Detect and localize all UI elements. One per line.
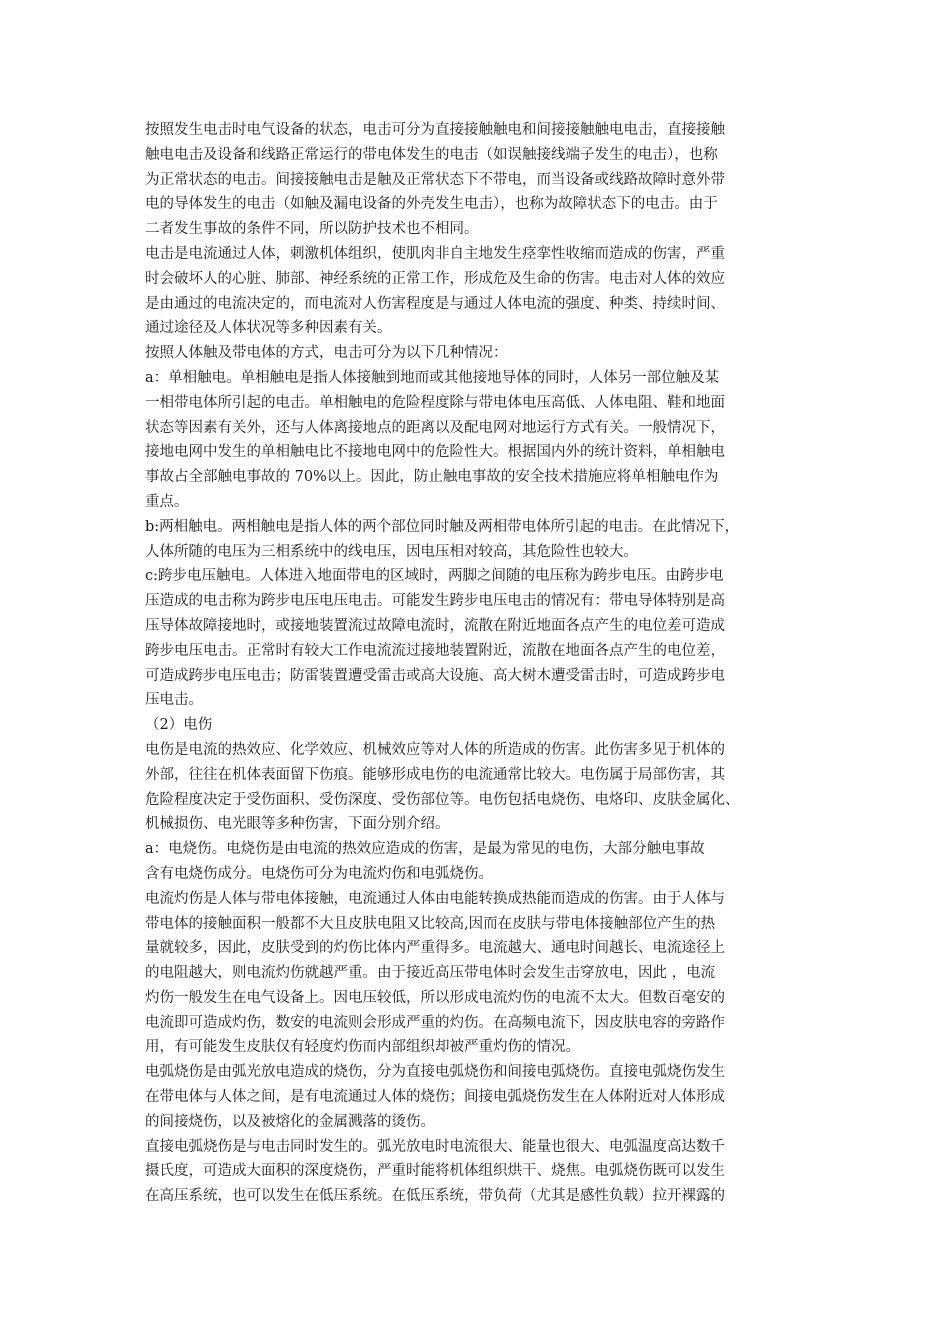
text-line: 灼伤一般发生在电气设备上。因电压较低，所以形成电流灼伤的电流不太大。但数百毫安的 bbox=[145, 989, 725, 1006]
text-line: c:跨步电压触电。人体进入地面带电的区域时，两脚之间随的电压称为跨步电压。由跨步电 bbox=[145, 568, 724, 585]
text-line: 外部，往往在机体表面留下伤痕。能够形成电伤的电流通常比较大。电伤属于局部伤害，其 bbox=[145, 766, 725, 783]
paragraph bbox=[145, 341, 812, 366]
text-line: 电弧烧伤是由弧光放电造成的烧伤，分为直接电弧烧伤和间接电弧烧伤。直接电弧烧伤发生 bbox=[145, 1064, 725, 1081]
text-line: 用，有可能发生皮肤仅有轻度灼伤而内部组织却被严重灼伤的情况。 bbox=[145, 1039, 580, 1056]
text-line: 通过途径及人体状况等多种因素有关。 bbox=[145, 320, 392, 337]
text-line: a：电烧伤。电烧伤是由电流的热效应造成的伤害，是最为常见的电伤，大部分触电事故 bbox=[145, 841, 705, 858]
text-line: 摄氏度，可造成大面积的深度烧伤，严重时能将机体组织烘干、烧焦。电弧烧伤既可以发生 bbox=[145, 1163, 725, 1180]
text-line: 事故占全部触电事故的 70%以上。因此，防止触电事故的安全技术措施应将单相触电作为 bbox=[145, 469, 719, 486]
text-line: 状态等因素有关外，还与人体离接地点的距离以及配电网对地运行方式有关。一般情况下， bbox=[145, 419, 725, 436]
text-line: 电流即可造成灼伤，数安的电流则会形成严重的灼伤。在高频电流下，因皮肤电容的旁路作 bbox=[145, 1014, 725, 1031]
paragraph bbox=[145, 1060, 812, 1134]
text-line: 接地电网中发生的单相触电比不接地电网中的危险性大。根据国内外的统计资料，单相触电 bbox=[145, 444, 725, 461]
text-line: 的电阻越大，则电流灼伤就越严重。由于接近高压带电体时会发生击穿放电，因此 ，电流 bbox=[145, 965, 716, 982]
text-line: （2）电伤 bbox=[145, 717, 213, 734]
text-line: 在高压系统，也可以发生在低压系统。在低压系统，带负荷（尤其是感性负载）拉开裸露的 bbox=[145, 1188, 725, 1205]
paragraph bbox=[145, 515, 812, 565]
text-line: 按照人体触及带电体的方式，电击可分为以下几种情况： bbox=[145, 345, 508, 362]
text-line: 时会破坏人的心脏、肺部、神经系统的正常工作，形成危及生命的伤害。电击对人体的效应 bbox=[145, 270, 725, 287]
text-line: 直接电弧烧伤是与电击同时发生的。弧光放电时电流很大、能量也很大、电弧温度高达数千 bbox=[145, 1138, 725, 1155]
text-line: 压电击。 bbox=[145, 692, 203, 709]
text-line: 可造成跨步电压电击；防雷装置遭受雷击或高大设施、高大树木遭受雷击时，可造成跨步电 bbox=[145, 667, 725, 684]
text-line: 危险程度决定于受伤面积、受伤深度、受伤部位等。电伤包括电烧伤、电烙印、皮肤金属化、 bbox=[145, 791, 740, 808]
paragraph bbox=[145, 713, 812, 738]
text-line: a：单相触电。单相触电是指人体接触到地而或其他接地导体的同时，人体另一部位触及某 bbox=[145, 369, 720, 386]
paragraph bbox=[145, 1135, 812, 1209]
text-line: 在带电体与人体之间，是有电流通过人体的烧伤；间接电弧烧伤发生在人体附近对人体形成 bbox=[145, 1089, 725, 1106]
paragraph bbox=[145, 738, 812, 837]
text-line: 含有电烧伤成分。电烧伤可分为电流灼伤和电弧烧伤。 bbox=[145, 865, 493, 882]
document-body bbox=[145, 118, 812, 1209]
paragraph bbox=[145, 118, 812, 242]
text-line: 压导体故障接地时，或接地装置流过故障电流时，流散在附近地面各点产生的电位差可造成 bbox=[145, 617, 725, 634]
paragraph bbox=[145, 837, 812, 887]
text-line: 二者发生事故的条件不同，所以防护技术也不相同。 bbox=[145, 221, 479, 238]
text-line: 量就较多，因此，皮肤受到的灼伤比体内严重得多。电流越大、通电时间越长、电流途径上 bbox=[145, 940, 725, 957]
text-line: 重点。 bbox=[145, 493, 189, 510]
text-line: 触电电击及设备和线路正常运行的带电体发生的电击（如误触接线端子发生的电击），也称 bbox=[145, 146, 718, 163]
paragraph bbox=[145, 242, 812, 341]
text-line: b:两相触电。两相触电是指人体的两个部位同时触及两相带电体所引起的电击。在此情况下， bbox=[145, 518, 740, 535]
paragraph bbox=[145, 564, 812, 713]
text-line: 的间接烧伤，以及被熔化的金属溅落的烫伤。 bbox=[145, 1113, 435, 1130]
text-line: 电流灼伤是人体与带电体接触，电流通过人体由电能转换成热能而造成的伤害。由于人体与 bbox=[145, 890, 725, 907]
text-line: 机械损伤、电光眼等多种伤害，下面分别介绍。 bbox=[145, 816, 450, 833]
text-line: 电伤是电流的热效应、化学效应、机械效应等对人体的所造成的伤害。此伤害多见于机体的 bbox=[145, 741, 725, 758]
text-line: 压造成的电击称为跨步电压电压电击。可能发生跨步电压电击的情况有：带电导体特别是高 bbox=[145, 593, 725, 610]
text-line: 带电体的接触面积一般都不大且皮肤电阻又比较高,因而在皮肤与带电体接触部位产生的热 bbox=[145, 915, 716, 932]
text-line: 人体所随的电压为三相系统中的线电压，因电压相对较高，其危险性也较大。 bbox=[145, 543, 638, 560]
paragraph bbox=[145, 887, 812, 1061]
text-line: 为正常状态的电击。间接接触电击是触及正常状态下不带电，而当设备或线路故障时意外带 bbox=[145, 171, 725, 188]
text-line: 一相带电体所引起的电击。单相触电的危险程度除与带电体电压高低、人体电阻、鞋和地面 bbox=[145, 394, 725, 411]
text-line: 电的导体发生的电击（如触及漏电设备的外壳发生电击），也称为故障状态下的电击。由于 bbox=[145, 196, 718, 213]
text-line: 电击是电流通过人体，刺激机体组织，使肌肉非自主地发生痉挛性收缩而造成的伤害，严重 bbox=[145, 245, 725, 262]
text-line: 是由通过的电流决定的，而电流对人伤害程度是与通过人体电流的强度、种类、持续时间、 bbox=[145, 295, 725, 312]
text-line: 按照发生电击时电气设备的状态，电击可分为直接接触触电和间接接触触电电击，直接接触 bbox=[145, 122, 725, 138]
paragraph bbox=[145, 366, 812, 515]
text-line: 跨步电压电击。正常时有较大工作电流流过接地装置附近，流散在地面各点产生的电位差， bbox=[145, 642, 725, 659]
